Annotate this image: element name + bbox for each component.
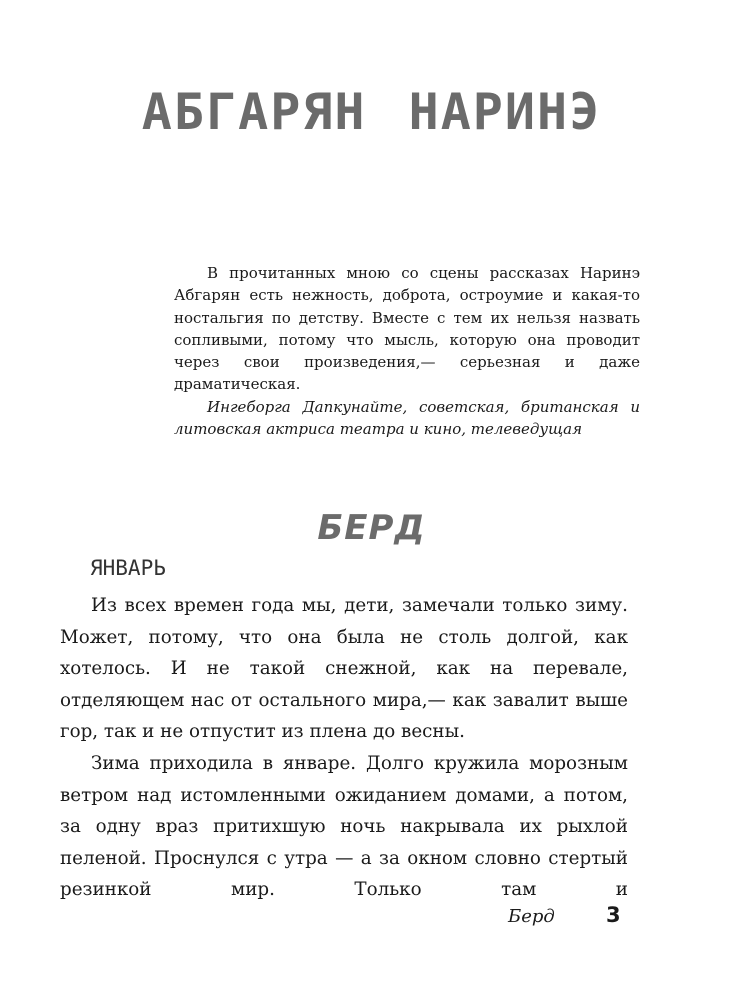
page-number: 3 [606,903,621,927]
paragraph: Из всех времен года мы, дети, замечали только зиму. Может, потому, что она была не столь долгой, как хотелось. И не такой снежной, как на перевале, отделяющем нас от остального мира,— как завалит выше гор, так и не отпустит из плена до весны. [60,595,628,743]
running-head: Берд [508,906,555,927]
epigraph-attribution: Ингеборга Дапкунайте, советская, британская и литовская актриса театра и кино, телеведущая [174,397,640,439]
story-title: БЕРД [317,508,426,548]
paragraph: Зима приходила в январе. Долго кружила морозным ветром над истомленными ожиданием домами, а потом, за одну враз притихшую ночь накрывала их рыхлой пеленой. Проснулся с утра — а за окном словно стертый резинкой мир. Только там и [60,752,628,901]
section-title: ЯНВАРЬ [90,556,166,580]
epigraph [174,262,640,440]
epigraph-quote: В прочитанных мною со сцены рассказах Наринэ Абгарян есть нежность, доброта, остроумие и какая-то ностальгия по детству. Вместе с тем их нельзя назвать сопливыми, потому что мысль, которую она проводит через свои произведения,— серьезная и даже драматическая. [174,264,640,394]
body-text [60,590,628,906]
author-name: АБГАРЯН НАРИНЭ [141,83,602,141]
